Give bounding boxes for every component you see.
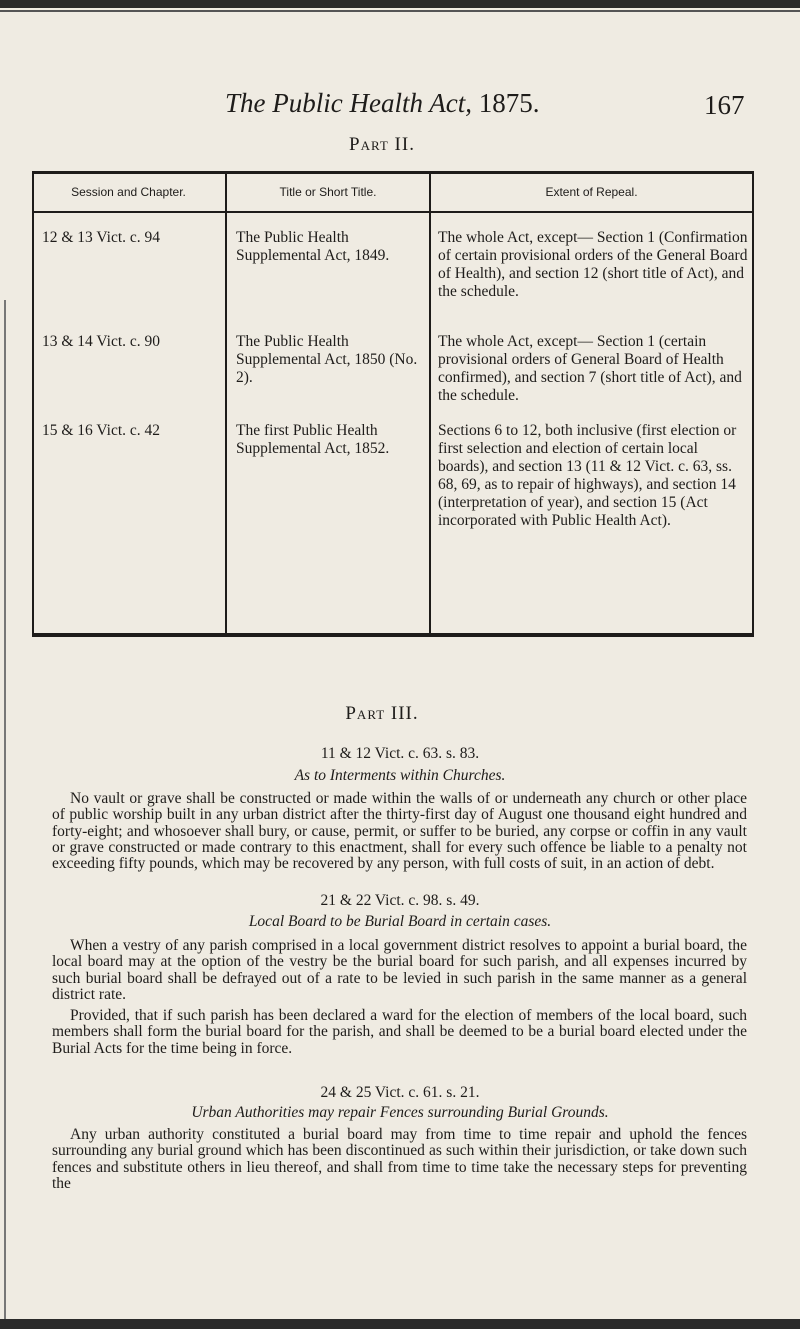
table-cell-title: The first Public Health Supplemental Act, 1852. xyxy=(236,422,390,457)
table-cell-extent: Sections 6 to 12, both inclusive (first election or first selection and election of certain local boards), and section 13 (11 & 12 Vict. c. 63, ss. 68, 69, as to repair of highways), and section 14 (interpretation of year), and section 15 (Act incorporated with Public Health Act). xyxy=(438,422,737,529)
table-bottom-rule xyxy=(32,633,754,637)
table-cell-title: The Public Health Supplemental Act, 1850 (No. 2). xyxy=(236,333,418,386)
running-head-year: 1875. xyxy=(478,88,540,118)
body-paragraph: No vault or grave shall be constructed or made within the walls of or underneath any church or other place of public worship built in any urban district after the thirty-first day of August one thousand eight hundred and forty-eight; and whosoever shall bury, or cause, permit, or suffer to be buried, any corpse or coffin in any vault or grave constructed or made contrary to this enactment, shall for every such offence be liable to a penalty not exceeding fifty pounds, which may be recovered by any person, with full costs of suit, in an action of debt. xyxy=(52,790,747,873)
column-header-title: Title or Short Title. xyxy=(279,185,377,199)
section-citation: 24 & 25 Vict. c. 61. s. 21. xyxy=(320,1084,480,1101)
column-header-session: Session and Chapter. xyxy=(71,185,186,199)
section-subtitle: As to Interments within Churches. xyxy=(294,767,506,784)
table-right-border xyxy=(752,171,754,637)
section-subtitle: Urban Authorities may repair Fences surrounding Burial Grounds. xyxy=(191,1104,609,1121)
body-paragraph: When a vestry of any parish comprised in a local government district resolves to appoint a burial board, the local board may at the option of the vestry be the burial board for such parish, and all expenses incurred by such burial board shall be defrayed out of a rate to be levied in such parish in the same manner as a general district rate. xyxy=(52,937,747,1003)
section-citation: 11 & 12 Vict. c. 63. s. 83. xyxy=(320,745,480,762)
body-paragraph: Provided, that if such parish has been declared a ward for the election of members of the local board, such members shall form the burial board for the parish, and shall be deemed to be a burial board elected under the Burial Acts for the time being in force. xyxy=(52,1007,747,1057)
table-left-border xyxy=(32,171,34,637)
section-citation: 21 & 22 Vict. c. 98. s. 49. xyxy=(320,892,480,909)
table-divider-1 xyxy=(225,171,227,637)
left-margin-rule xyxy=(4,300,6,1320)
table-cell-extent: The whole Act, except— Section 1 (Confirmation of certain provisional orders of the General Board of Health), and section 12 (short title of Act), and the schedule. xyxy=(438,229,748,300)
column-header-extent: Extent of Repeal. xyxy=(545,185,638,199)
table-top-rule xyxy=(32,171,754,174)
section-subtitle: Local Board to be Burial Board in certain cases. xyxy=(248,913,552,930)
table-cell-session: 15 & 16 Vict. c. 42 xyxy=(42,422,161,439)
part-3-heading: Part III. xyxy=(345,703,419,724)
top-border-thin xyxy=(0,10,800,12)
body-paragraph: Any urban authority constituted a burial board may from time to time repair and uphold the fences surrounding any burial ground which has been discontinued as such within their jurisdiction, or take down such fences and substitute others in lieu thereof, and shall from time to time take the necessary steps for preventing the xyxy=(52,1126,747,1192)
table-cell-session: 12 & 13 Vict. c. 94 xyxy=(42,229,161,246)
table-divider-2 xyxy=(429,171,431,637)
top-border xyxy=(0,0,800,8)
table-cell-title: The Public Health Supplemental Act, 1849. xyxy=(236,229,390,264)
table-cell-extent: The whole Act, except— Section 1 (certain provisional orders of General Board of Health confirmed), and section 7 (short title of Act), and the schedule. xyxy=(438,333,742,404)
table-cell-session: 13 & 14 Vict. c. 90 xyxy=(42,333,161,350)
table-header-rule xyxy=(32,211,754,213)
repeal-table xyxy=(32,171,754,638)
part-2-heading: Part II. xyxy=(349,134,415,155)
running-head-title: The Public Health Act, xyxy=(225,88,472,118)
bottom-border xyxy=(0,1319,800,1329)
running-head xyxy=(225,88,745,128)
page-number: 167 xyxy=(704,90,745,120)
